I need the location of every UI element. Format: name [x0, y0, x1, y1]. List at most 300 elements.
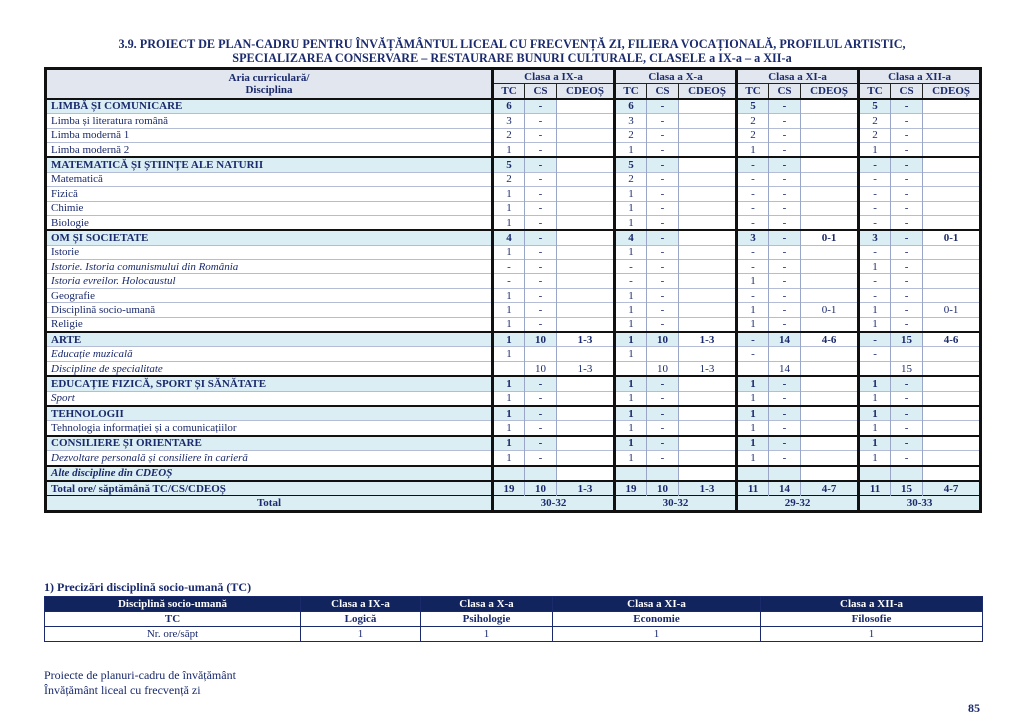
value-cell [801, 274, 859, 288]
value-cell: - [769, 142, 801, 157]
header-row-classes [46, 69, 981, 84]
value-cell [679, 187, 737, 201]
value-cell: 4-6 [923, 332, 981, 347]
value-cell: 1 [493, 187, 525, 201]
area-name: LIMBĂ ȘI COMUNICARE [46, 99, 493, 114]
note-row-tc [45, 612, 983, 627]
value-cell: - [859, 274, 891, 288]
value-cell: 1 [859, 317, 891, 332]
value-cell [557, 451, 615, 466]
value-cell: - [769, 172, 801, 186]
value-cell: - [493, 274, 525, 288]
value-cell: 1-3 [679, 481, 737, 496]
value-cell [923, 157, 981, 172]
value-cell: - [525, 451, 557, 466]
value-cell: - [647, 421, 679, 436]
value-cell: 14 [769, 481, 801, 496]
value-cell [923, 172, 981, 186]
value-cell [679, 451, 737, 466]
header-sub-tc: TC [737, 84, 769, 99]
value-cell: 0-1 [801, 230, 859, 245]
value-cell [679, 245, 737, 259]
area-row [46, 376, 981, 391]
area-row [46, 466, 981, 481]
value-cell: 0-1 [801, 303, 859, 317]
value-cell: - [525, 376, 557, 391]
value-cell [679, 376, 737, 391]
discipline-name: Tehnologia informației și a comunicațiilor [46, 421, 493, 436]
area-name: ARTE [46, 332, 493, 347]
value-cell [557, 466, 615, 481]
value-cell [557, 201, 615, 215]
value-cell: 1 [615, 406, 647, 421]
value-cell: - [647, 157, 679, 172]
footer-line-1: Proiecte de planuri-cadru de învățământ [44, 668, 236, 682]
discipline-name: Total ore/ săptămână TC/CS/CDEOȘ [46, 481, 493, 496]
value-cell: - [647, 215, 679, 230]
value-cell [647, 347, 679, 361]
value-cell [923, 466, 981, 481]
discipline-row [46, 317, 981, 332]
discipline-row [46, 361, 981, 376]
discipline-name: Limba modernă 2 [46, 142, 493, 157]
note-cell: 1 [553, 627, 761, 642]
value-cell: - [859, 288, 891, 302]
value-cell: - [737, 187, 769, 201]
area-row [46, 332, 981, 347]
value-cell: 14 [769, 332, 801, 347]
value-cell: 1 [493, 317, 525, 332]
value-cell: 1 [615, 288, 647, 302]
value-cell: 5 [737, 99, 769, 114]
value-cell [679, 142, 737, 157]
value-cell [679, 157, 737, 172]
value-cell: - [737, 172, 769, 186]
value-cell: 1 [615, 303, 647, 317]
value-cell [923, 436, 981, 451]
value-cell: - [647, 201, 679, 215]
value-cell [801, 288, 859, 302]
value-cell: - [859, 201, 891, 215]
value-cell: 1 [615, 317, 647, 332]
value-cell [557, 317, 615, 332]
value-cell: - [647, 260, 679, 274]
value-cell: - [859, 332, 891, 347]
area-row [46, 406, 981, 421]
value-cell: - [647, 451, 679, 466]
value-cell [493, 466, 525, 481]
discipline-row [46, 142, 981, 157]
value-cell: - [891, 142, 923, 157]
value-cell: 10 [525, 332, 557, 347]
value-cell [801, 245, 859, 259]
value-cell: 1 [859, 451, 891, 466]
value-cell: 1 [493, 421, 525, 436]
value-cell: 1 [737, 142, 769, 157]
area-name: EDUCAȚIE FIZICĂ, SPORT ȘI SĂNĂTATE [46, 376, 493, 391]
value-cell: - [737, 201, 769, 215]
value-cell: 1 [737, 376, 769, 391]
value-cell [769, 347, 801, 361]
value-cell [923, 128, 981, 142]
discipline-row [46, 391, 981, 406]
value-cell: 1 [737, 274, 769, 288]
value-cell [679, 466, 737, 481]
value-cell [557, 406, 615, 421]
header-sub-cs: CS [647, 84, 679, 99]
value-cell: - [769, 303, 801, 317]
discipline-name: Fizică [46, 187, 493, 201]
value-cell [679, 114, 737, 128]
value-cell [525, 347, 557, 361]
value-cell: - [769, 436, 801, 451]
value-cell: - [891, 303, 923, 317]
value-cell [923, 451, 981, 466]
value-cell: - [647, 142, 679, 157]
value-cell [557, 347, 615, 361]
discipline-name: Istorie [46, 245, 493, 259]
discipline-row [46, 421, 981, 436]
value-cell [801, 99, 859, 114]
value-cell: 1-3 [679, 361, 737, 376]
discipline-name: Biologie [46, 215, 493, 230]
value-cell: 10 [647, 332, 679, 347]
value-cell [557, 245, 615, 259]
note-row-hours [45, 627, 983, 642]
value-cell: - [891, 376, 923, 391]
value-cell: - [525, 436, 557, 451]
value-cell [923, 99, 981, 114]
value-cell: 1 [493, 288, 525, 302]
value-cell [679, 391, 737, 406]
value-cell: - [525, 303, 557, 317]
header-sub-cs: CS [525, 84, 557, 99]
value-cell: 1 [615, 245, 647, 259]
discipline-name: Matematică [46, 172, 493, 186]
value-cell [557, 376, 615, 391]
value-cell: 1 [859, 436, 891, 451]
value-cell: 1 [859, 376, 891, 391]
value-cell [923, 376, 981, 391]
value-cell: 1-3 [557, 332, 615, 347]
value-cell [679, 288, 737, 302]
value-cell: - [891, 99, 923, 114]
area-name: TEHNOLOGII [46, 406, 493, 421]
value-cell: - [525, 421, 557, 436]
value-cell [891, 466, 923, 481]
value-cell: 1 [493, 347, 525, 361]
value-cell [801, 260, 859, 274]
value-cell [801, 187, 859, 201]
value-cell [493, 361, 525, 376]
value-cell: - [769, 274, 801, 288]
value-cell: - [525, 230, 557, 245]
value-cell: - [769, 187, 801, 201]
value-cell: - [615, 260, 647, 274]
note-cell: Nr. ore/săpt [45, 627, 301, 642]
value-cell: - [769, 157, 801, 172]
value-cell: 1 [493, 303, 525, 317]
title-line-1: 3.9. PROIECT DE PLAN-CADRU PENTRU ÎNVĂȚĂMÂNTUL LICEAL CU FRECVENȚĂ ZI, FILIERA VOCAȚIONALĂ, PROFILUL ARTISTIC, [118, 37, 906, 51]
value-cell [801, 451, 859, 466]
value-cell: - [647, 317, 679, 332]
value-cell [801, 128, 859, 142]
value-cell: - [737, 157, 769, 172]
value-cell [557, 436, 615, 451]
value-cell: 3 [615, 114, 647, 128]
value-cell: 1 [615, 347, 647, 361]
value-cell: 10 [525, 361, 557, 376]
discipline-name: Sport [46, 391, 493, 406]
value-cell: - [891, 215, 923, 230]
value-cell: - [647, 230, 679, 245]
value-cell [801, 317, 859, 332]
value-cell [923, 406, 981, 421]
value-cell: 1 [493, 376, 525, 391]
value-cell: 2 [859, 128, 891, 142]
value-cell: 1 [615, 451, 647, 466]
value-cell: 1 [859, 391, 891, 406]
value-cell [923, 361, 981, 376]
value-cell [679, 436, 737, 451]
value-cell [801, 361, 859, 376]
discipline-row [46, 187, 981, 201]
value-cell: 5 [859, 99, 891, 114]
value-cell [801, 436, 859, 451]
value-cell: 10 [647, 481, 679, 496]
value-cell: - [859, 172, 891, 186]
value-cell: - [859, 187, 891, 201]
note-header-cell: Clasa a IX-a [301, 597, 421, 612]
value-cell: - [525, 317, 557, 332]
value-cell: - [891, 451, 923, 466]
value-cell: 2 [493, 128, 525, 142]
value-cell: - [525, 201, 557, 215]
value-cell: 1 [493, 215, 525, 230]
value-cell: - [525, 187, 557, 201]
note-header-cell: Clasa a XII-a [761, 597, 983, 612]
value-cell [557, 215, 615, 230]
value-cell: 2 [615, 172, 647, 186]
value-cell [557, 157, 615, 172]
value-cell: - [525, 274, 557, 288]
value-cell: 2 [859, 114, 891, 128]
value-cell: 1 [737, 303, 769, 317]
footer [44, 668, 236, 698]
note-cell: 1 [421, 627, 553, 642]
value-cell [679, 128, 737, 142]
value-cell: - [769, 215, 801, 230]
value-cell: - [891, 128, 923, 142]
value-cell: 10 [525, 481, 557, 496]
value-cell: - [769, 317, 801, 332]
value-cell: 11 [859, 481, 891, 496]
value-cell: - [525, 157, 557, 172]
value-cell: - [859, 245, 891, 259]
value-cell: - [525, 391, 557, 406]
value-cell [923, 274, 981, 288]
value-cell [923, 391, 981, 406]
value-cell: 1 [615, 436, 647, 451]
page-number: 85 [968, 701, 980, 715]
value-cell [557, 142, 615, 157]
value-cell: 1 [493, 451, 525, 466]
value-cell: - [647, 245, 679, 259]
value-cell: 6 [493, 99, 525, 114]
value-cell [679, 99, 737, 114]
value-cell [557, 288, 615, 302]
value-cell: - [769, 245, 801, 259]
note-cell: TC [45, 612, 301, 627]
value-cell: 1-3 [679, 332, 737, 347]
value-cell [923, 260, 981, 274]
value-cell: 0-1 [923, 230, 981, 245]
value-cell: - [769, 128, 801, 142]
header-sub-cs: CS [891, 84, 923, 99]
grand-total-value: 29-32 [737, 496, 859, 511]
value-cell [801, 376, 859, 391]
discipline-name: Istoria evreilor. Holocaustul [46, 274, 493, 288]
header-sub-cdeo: CDEOȘ [557, 84, 615, 99]
value-cell: - [769, 260, 801, 274]
grand-total-value: 30-32 [615, 496, 737, 511]
value-cell: 1 [615, 332, 647, 347]
value-cell: 11 [737, 481, 769, 496]
title-line-2: SPECIALIZAREA CONSERVARE – RESTAURARE BUNURI CULTURALE, CLASELE a IX-a – a XII-a [232, 51, 792, 65]
value-cell: 1 [493, 436, 525, 451]
value-cell: 1 [615, 376, 647, 391]
note-cell: Logică [301, 612, 421, 627]
value-cell [679, 406, 737, 421]
value-cell [615, 361, 647, 376]
value-cell: 1 [859, 260, 891, 274]
value-cell [801, 201, 859, 215]
value-cell: 10 [647, 361, 679, 376]
value-cell [891, 347, 923, 361]
area-row [46, 99, 981, 114]
value-cell: 1 [493, 332, 525, 347]
value-cell: 4 [615, 230, 647, 245]
value-cell: - [891, 187, 923, 201]
value-cell [801, 114, 859, 128]
value-cell [679, 421, 737, 436]
value-cell: - [525, 215, 557, 230]
value-cell: 1 [859, 303, 891, 317]
value-cell: - [525, 245, 557, 259]
discipline-name: Dezvoltare personală și consiliere în carieră [46, 451, 493, 466]
value-cell [923, 215, 981, 230]
value-cell [557, 260, 615, 274]
value-cell [923, 187, 981, 201]
value-cell: - [891, 406, 923, 421]
grand-total-row [46, 496, 981, 511]
value-cell: - [525, 260, 557, 274]
value-cell [801, 391, 859, 406]
value-cell: - [891, 114, 923, 128]
note-title: 1) Precizări disciplină socio-umană (TC) [44, 580, 252, 594]
value-cell: - [525, 288, 557, 302]
value-cell: - [647, 187, 679, 201]
header-sub-cdeo: CDEOȘ [679, 84, 737, 99]
discipline-row [46, 288, 981, 302]
grand-total-value: 30-33 [859, 496, 981, 511]
value-cell: - [647, 376, 679, 391]
value-cell: 1 [615, 215, 647, 230]
value-cell [615, 466, 647, 481]
header-area-cell [46, 69, 493, 99]
value-cell: - [737, 260, 769, 274]
discipline-row [46, 201, 981, 215]
value-cell [557, 391, 615, 406]
value-cell: - [891, 436, 923, 451]
value-cell [801, 466, 859, 481]
value-cell: - [647, 128, 679, 142]
value-cell [923, 347, 981, 361]
note-cell: Psihologie [421, 612, 553, 627]
curriculum-table [44, 67, 982, 513]
value-cell: - [737, 332, 769, 347]
value-cell: 1 [615, 421, 647, 436]
value-cell: - [647, 288, 679, 302]
value-cell: - [769, 288, 801, 302]
value-cell: - [737, 245, 769, 259]
value-cell: 5 [493, 157, 525, 172]
note-header-cell: Clasa a XI-a [553, 597, 761, 612]
value-cell [557, 187, 615, 201]
header-sub-tc: TC [859, 84, 891, 99]
value-cell [923, 317, 981, 332]
value-cell: 1-3 [557, 361, 615, 376]
area-name: Alte discipline din CDEOȘ [46, 466, 493, 481]
header-area-line-1: Aria curriculară/ [228, 71, 310, 84]
note-cell: Filosofie [761, 612, 983, 627]
value-cell: 1 [615, 187, 647, 201]
value-cell [923, 421, 981, 436]
value-cell: - [525, 142, 557, 157]
value-cell [557, 274, 615, 288]
discipline-name: Chimie [46, 201, 493, 215]
value-cell: 1 [737, 421, 769, 436]
value-cell: 1 [493, 406, 525, 421]
value-cell: 2 [615, 128, 647, 142]
value-cell: - [737, 347, 769, 361]
value-cell: 1 [737, 406, 769, 421]
value-cell: - [769, 230, 801, 245]
header-sub-cdeo: CDEOȘ [923, 84, 981, 99]
value-cell: 15 [891, 361, 923, 376]
value-cell: - [737, 215, 769, 230]
value-cell: - [647, 436, 679, 451]
value-cell: - [647, 406, 679, 421]
header-class-9: Clasa a IX-a [493, 69, 615, 84]
value-cell [801, 157, 859, 172]
note-table [44, 596, 983, 642]
grand-total-label: Total [46, 496, 493, 511]
value-cell: 1 [737, 391, 769, 406]
value-cell: - [769, 391, 801, 406]
value-cell: - [891, 230, 923, 245]
value-cell: 15 [891, 332, 923, 347]
value-cell: 6 [615, 99, 647, 114]
value-cell [801, 421, 859, 436]
note-header-cell: Clasa a X-a [421, 597, 553, 612]
discipline-row [46, 260, 981, 274]
value-cell: 1 [493, 391, 525, 406]
value-cell: - [769, 406, 801, 421]
value-cell: 2 [737, 128, 769, 142]
total-hours-row [46, 481, 981, 496]
area-row [46, 157, 981, 172]
